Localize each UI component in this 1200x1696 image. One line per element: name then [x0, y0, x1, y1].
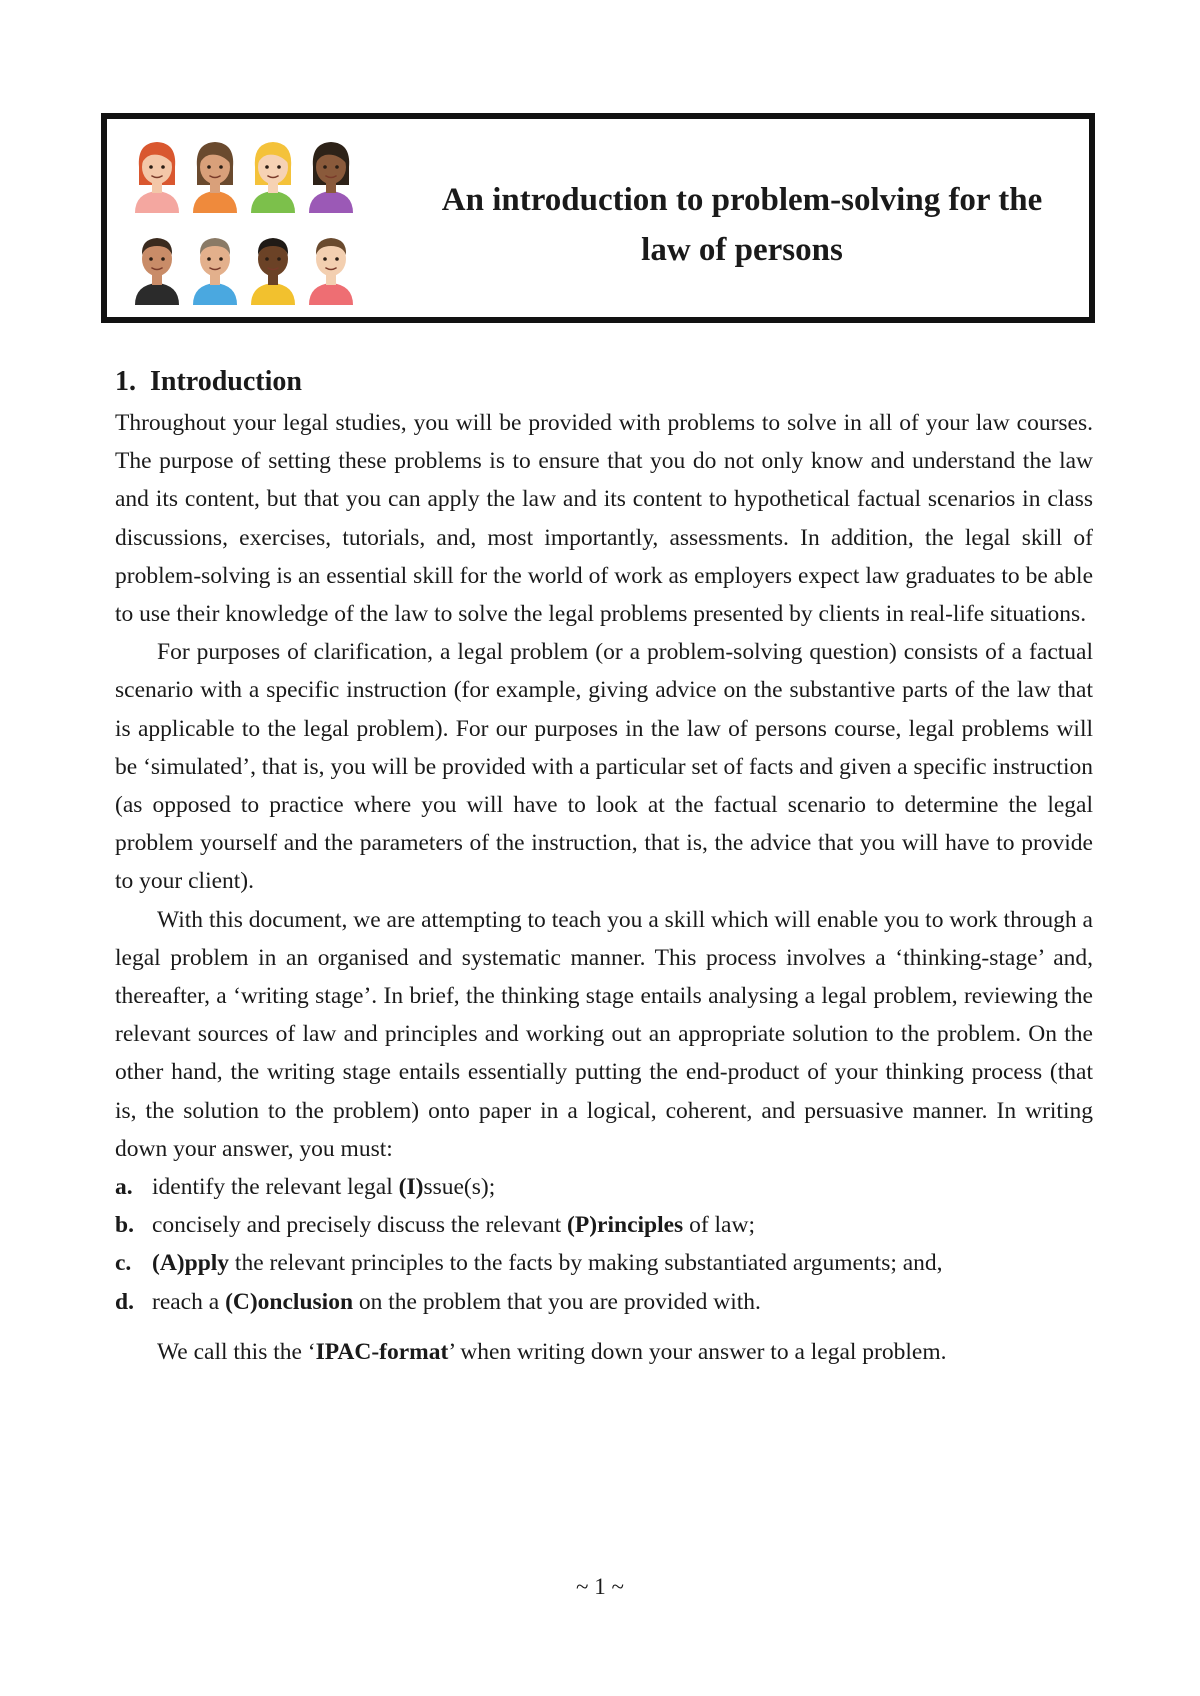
section-number: 1. — [115, 366, 136, 397]
woman-blonde-hair-avatar — [247, 137, 299, 213]
main-content — [115, 360, 1093, 1371]
list-keyword: (P)rinciples — [567, 1212, 684, 1239]
man-blue-shirt-avatar — [189, 229, 241, 305]
list-text: ssue(s); — [423, 1174, 496, 1201]
list-text: on the problem that you are provided with. — [353, 1288, 761, 1315]
list-marker: d. — [115, 1288, 134, 1315]
woman-brown-hair-avatar — [189, 137, 241, 213]
list-text: concisely and precisely discuss the relevant — [152, 1212, 568, 1239]
closing-paragraph — [115, 1333, 1093, 1371]
man-dark-skin-avatar — [247, 229, 299, 305]
list-text: reach a — [152, 1288, 226, 1315]
man-suit-avatar — [131, 229, 183, 305]
closing-text: ’ when writing down your answer to a legal problem. — [448, 1338, 947, 1365]
paragraph-3: With this document, we are attempting to teach you a skill which will enable you to work through a legal problem in an organised and systematic manner. This process involves a ‘thinking-stage’ and, thereafter, a ‘writing stage’. In brief, the thinking stage entails analysing a legal problem, reviewing the relevant sources of law and principles and working out an appropriate solution to the problem. On the other hand, the writing stage entails essentially putting the end-product of your thinking process (that is, the solution to the problem) onto paper in a logical, coherent, and persuasive manner. In writing down your answer, you must: — [115, 906, 1093, 1162]
list-keyword: (C)onclusion — [225, 1288, 354, 1315]
list-keyword: (I) — [398, 1174, 424, 1201]
list-item — [115, 1244, 1093, 1282]
list-marker: a. — [115, 1174, 133, 1201]
list-text: of law; — [683, 1212, 755, 1239]
title-banner — [101, 113, 1095, 323]
woman-dark-skin-avatar — [305, 137, 357, 213]
page-number: ~ 1 ~ — [576, 1574, 624, 1599]
list-text: identify the relevant legal — [152, 1174, 399, 1201]
section-heading — [115, 360, 1093, 404]
list-text: the relevant principles to the facts by making substantiated arguments; and, — [229, 1250, 943, 1277]
avatar-group — [131, 137, 361, 307]
section-title: Introduction — [150, 366, 302, 397]
closing-text: We call this the ‘ — [157, 1338, 316, 1365]
paragraph-2: For purposes of clarification, a legal problem (or a problem-solving question) consists of a factual scenario with a specific instruction (for example, giving advice on the substantive parts of the law that is applicable to the legal problem). For our purposes in the law of persons course, legal problems will be ‘simulated’, that is, you will be provided with a particular set of facts and given a specific instruction (as opposed to practice where you will have to look at the factual scenario to determine the legal problem yourself and the parameters of the instruction, that is, the advice that you will have to provide to your client). — [115, 639, 1093, 895]
list-item — [115, 1283, 1093, 1321]
ipac-format-term: IPAC-format — [315, 1338, 449, 1365]
list-keyword: (A)pply — [152, 1250, 230, 1277]
ipac-list — [115, 1168, 1093, 1321]
document-title — [407, 175, 1077, 275]
list-marker: b. — [115, 1212, 134, 1239]
title-line-1: An introduction to problem-solving for the — [441, 182, 1043, 218]
list-item — [115, 1206, 1093, 1244]
woman-red-hair-avatar — [131, 137, 183, 213]
list-item — [115, 1168, 1093, 1206]
list-marker: c. — [115, 1250, 132, 1277]
paragraph-1: Throughout your legal studies, you will be provided with problems to solve in all of your law courses. The purpose of setting these problems is to ensure that you do not only know and understand the law and its content, but that you can apply the law and its content to hypothetical factual scenarios in class discussions, exercises, tutorials, and, most importantly, assessments. In addition, the legal skill of problem-solving is an essential skill for the world of work as employers expect law graduates to be able to use their knowledge of the law to solve the legal problems presented by clients in real-life situations. — [115, 410, 1093, 628]
title-line-2: law of persons — [641, 232, 843, 268]
man-pink-shirt-avatar — [305, 229, 357, 305]
